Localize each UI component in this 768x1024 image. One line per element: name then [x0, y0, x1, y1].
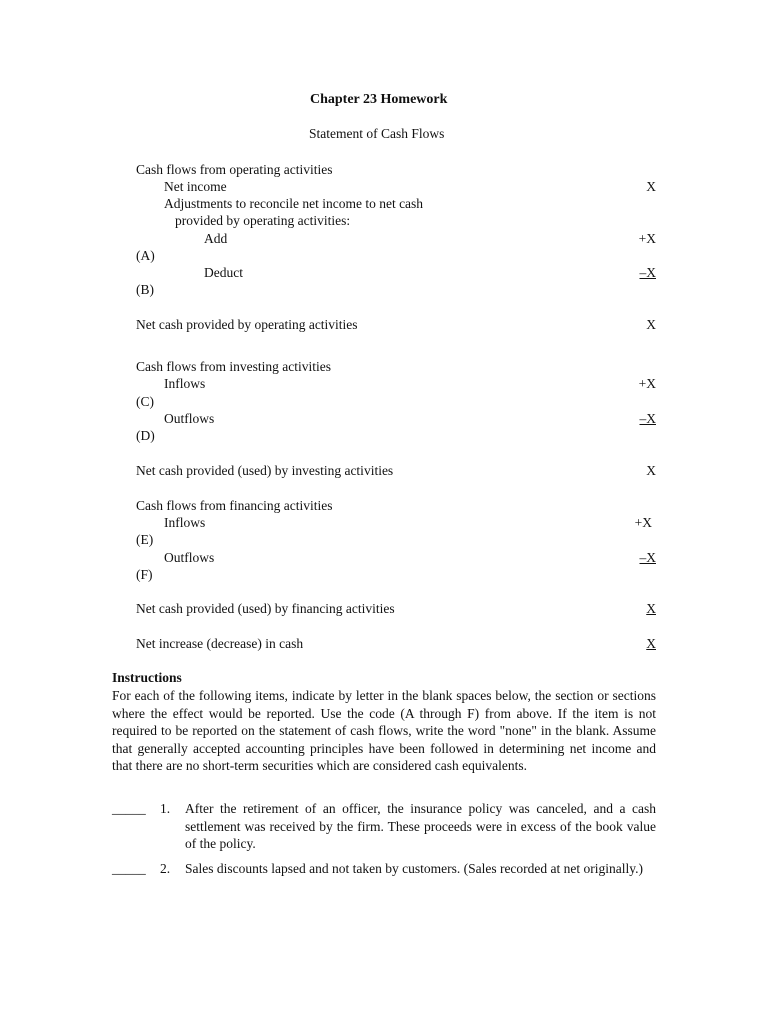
- financing-heading: Cash flows from financing activities: [136, 498, 333, 513]
- investing-heading: Cash flows from investing activities: [136, 359, 331, 374]
- net-income-label: Net income: [164, 179, 227, 194]
- question-text: After the retirement of an officer, the insurance policy was canceled, and a cash settlement was received by the firm. These proceeds were in excess of the book value of the policy.: [185, 801, 656, 852]
- financing-inflows-value: +X: [634, 515, 652, 530]
- investing-inflows-label: Inflows: [164, 376, 206, 391]
- investing-net-value: X: [646, 463, 656, 478]
- financing-outflows-value: –X: [639, 550, 656, 565]
- answer-blank[interactable]: _____: [112, 861, 146, 876]
- operating-net-label: Net cash provided by operating activities: [136, 317, 358, 332]
- code-b: (B): [136, 282, 154, 297]
- deduct-value: –X: [639, 265, 656, 280]
- adjustments-line-2: provided by operating activities:: [175, 213, 351, 228]
- financing-net-label: Net cash provided (used) by financing activities: [136, 601, 395, 616]
- code-e: (E): [136, 532, 154, 547]
- answer-blank[interactable]: _____: [112, 801, 146, 816]
- page-title: Chapter 23 Homework: [310, 92, 448, 107]
- code-f: (F): [136, 567, 153, 582]
- question-number: 2.: [160, 861, 171, 876]
- instructions-paragraph: For each of the following items, indicate by letter in the blank spaces below, the section or sections where the effect would be reported. Use the code (A through F) from above. If the item is not required to be reported on the statement of cash flows, write the word "none" in the blank. Assume that generally accepted accounting principles have been followed in determining net income and that there are no short-term securities which are considered cash equivalents.: [112, 688, 656, 774]
- question-item: [112, 800, 656, 853]
- investing-net-label: Net cash provided (used) by investing activities: [136, 463, 394, 478]
- net-change-label: Net increase (decrease) in cash: [136, 636, 304, 651]
- page-subtitle: Statement of Cash Flows: [309, 126, 445, 141]
- add-label: Add: [204, 231, 228, 246]
- operating-net-value: X: [646, 317, 656, 332]
- financing-outflows-label: Outflows: [164, 550, 215, 565]
- question-text: Sales discounts lapsed and not taken by customers. (Sales recorded at net originally.): [185, 861, 644, 876]
- net-change-value: X: [646, 636, 656, 651]
- code-a: (A): [136, 248, 155, 263]
- code-d: (D): [136, 428, 155, 443]
- question-number: 1.: [160, 801, 171, 816]
- financing-net-value: X: [646, 601, 656, 616]
- net-income-value: X: [646, 179, 656, 194]
- operating-heading: Cash flows from operating activities: [136, 162, 333, 177]
- add-value: +X: [638, 231, 656, 246]
- investing-outflows-label: Outflows: [164, 411, 215, 426]
- investing-outflows-value: –X: [639, 411, 656, 426]
- adjustments-line-1: Adjustments to reconcile net income to net cash: [164, 196, 424, 211]
- financing-inflows-label: Inflows: [164, 515, 206, 530]
- code-c: (C): [136, 394, 154, 409]
- deduct-label: Deduct: [204, 265, 243, 280]
- investing-inflows-value: +X: [638, 376, 656, 391]
- instructions-heading: Instructions: [112, 670, 182, 685]
- question-item: [112, 860, 656, 878]
